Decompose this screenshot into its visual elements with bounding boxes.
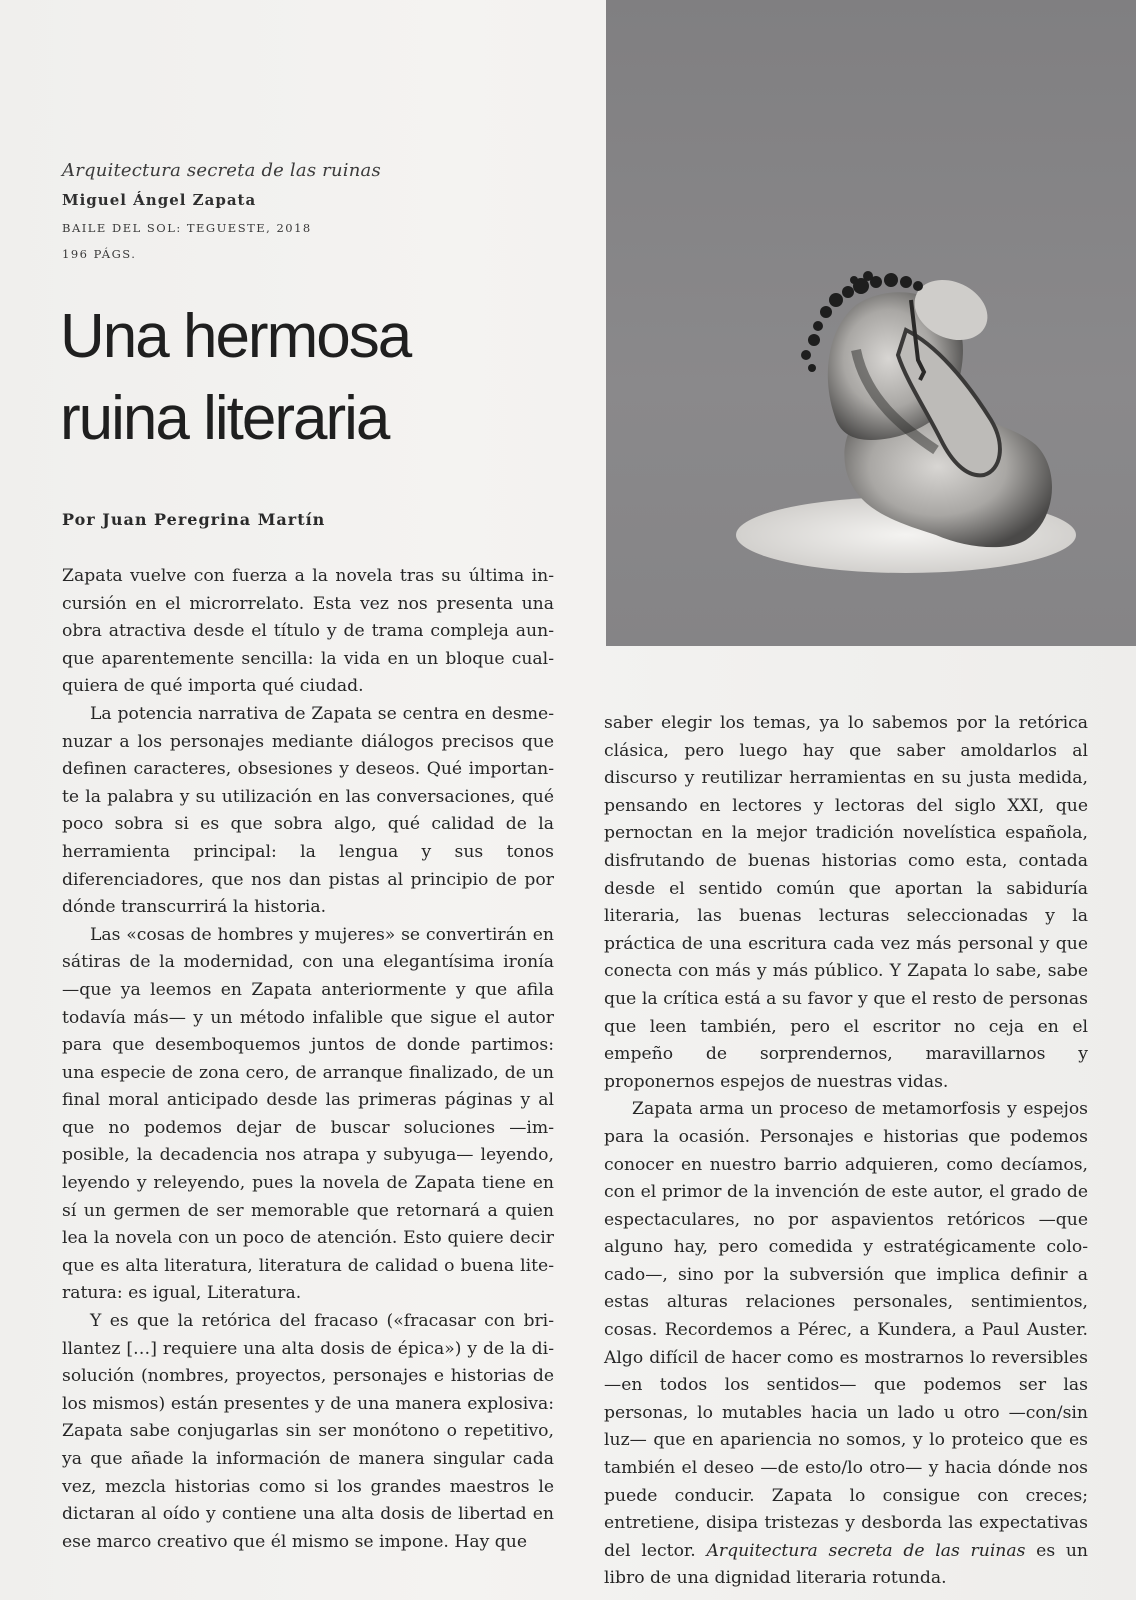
paragraph: Y es que la retórica del fracaso («fracasar con brillantez […] requiere una alta dosis de épica») y de la disolución (nombres, proyectos, personajes e historias de los mismos) están presentes y de una manera explosiva: Zapata sabe conjugarlas sin ser monótono o repetitivo, ya que añade la información de manera singular cada vez, mezcla historias como si los grandes maestros le dictaran al oído y contiene una alta dosis de libertad en ese marco creativo que él mismo se impone. Hay que <box>62 1311 554 1552</box>
book-pages: 196 PÁGS. <box>62 247 137 261</box>
paragraph: Zapata vuelve con fuerza a la novela tras su última incursión en el microrrelato. Esta vez nos presenta una obra atractiva desde el título y de trama compleja aunque aparentemente sencilla: la vida en un bloque cualquiera de qué importa qué ciudad. <box>62 566 554 697</box>
body-column-right <box>604 710 1088 1593</box>
book-title: Arquitectura secreta de las ruinas <box>62 160 381 181</box>
book-metadata <box>62 160 482 261</box>
book-publisher: BAILE DEL SOL: TEGUESTE, 2018 <box>62 221 312 235</box>
paragraph: saber elegir los temas, ya lo sabemos por la retórica clásica, pero luego hay que saber amoldarlos al discurso y reutilizar herramientas en su justa medida, pensando en lectores y lectoras del siglo XXI, que pernoctan en la mejor tradición novelística española, disfrutando de buenas historias como esta, contada desde el sentido común que aportan la sabiduría literaria, las buenas lecturas seleccionadas y la práctica de una escritura cada vez más personal y que conecta con más y más público. Y Zapata lo sabe, sabe que la crítica está a su favor y que el resto de personas que leen también, pero el escritor no ceja en el empeño de sorprendernos, maravillarnos y proponernos espejos de nuestras vidas. <box>604 713 1088 1092</box>
body-column-left <box>62 563 554 1556</box>
paragraph: Las «cosas de hombres y mujeres» se convertirán en sátiras de la modernidad, con una elegantísima ironía —que ya leemos en Zapata anteriormente y que afila todavía más— y un método infalible que sigue el autor para que desemboquemos juntos de donde partimos: una especie de zona cero, de arranque finalizado, de un final moral anticipado desde las primeras páginas y al que no podemos dejar de buscar soluciones —imposible, la decadencia nos atrapa y subyuga— leyendo, leyendo y releyendo, pues la novela de Zapata tiene en sí un germen de ser memorable que retornará a quien lea la novela con un poco de atención. Esto quiere decir que es alta literatura, literatura de calidad o buena literatura: es igual, Literatura. <box>62 924 554 1304</box>
article-byline: Por Juan Peregrina Martín <box>62 510 326 529</box>
paragraph <box>604 1096 1088 1593</box>
headline-line-1: Una hermosa <box>60 302 411 371</box>
book-title-inline: Arquitectura secreta de las ruinas <box>706 1540 1026 1561</box>
sculpture-photo <box>606 0 1136 646</box>
book-author: Miguel Ángel Zapata <box>62 191 257 209</box>
article-headline <box>60 296 580 460</box>
paragraph-end: es un libro de una dignidad literaria rotunda. <box>604 1540 1089 1589</box>
paragraph: La potencia narrativa de Zapata se centra en desmenuzar a los personajes mediante diálogos precisos que definen caracteres, obsesiones y deseos. Qué importante la palabra y su utilización en las conversaciones, qué poco sobra si es que sobra algo, qué calidad de la herramienta principal: la lengua y sus tonos diferenciadores, que nos dan pistas al principio de por dónde transcurrirá la historia. <box>62 703 554 918</box>
headline-line-2: ruina literaria <box>60 384 389 453</box>
sculpture-illustration <box>606 0 1136 646</box>
paragraph-text: Zapata arma un proceso de metamorfosis y espejos para la ocasión. Personajes e historias que podemos conocer en nuestro barrio adquieren, como decíamos, con el primor de la invención de este autor, el grado de espectaculares, no por aspavientos retóricos —que alguno hay, pero comedida y estratégicamente colocado—, sino por la subversión que implica definir a estas alturas relaciones personales, sentimientos, cosas. Recordemos a Pérec, a Kundera, a Paul Auster. Algo difícil de hacer como es mostrarnos lo reversibles —en todos los sentidos— que podemos ser las personas, lo mutables hacia un lado u otro —con/sin luz— que en apariencia no somos, y lo proteico que es también el deseo —de esto/lo otro— y hacia dónde nos puede conducir. Zapata lo consigue con creces; entretiene, disipa tristezas y desborda las expectativas del lector. <box>604 1099 1088 1561</box>
